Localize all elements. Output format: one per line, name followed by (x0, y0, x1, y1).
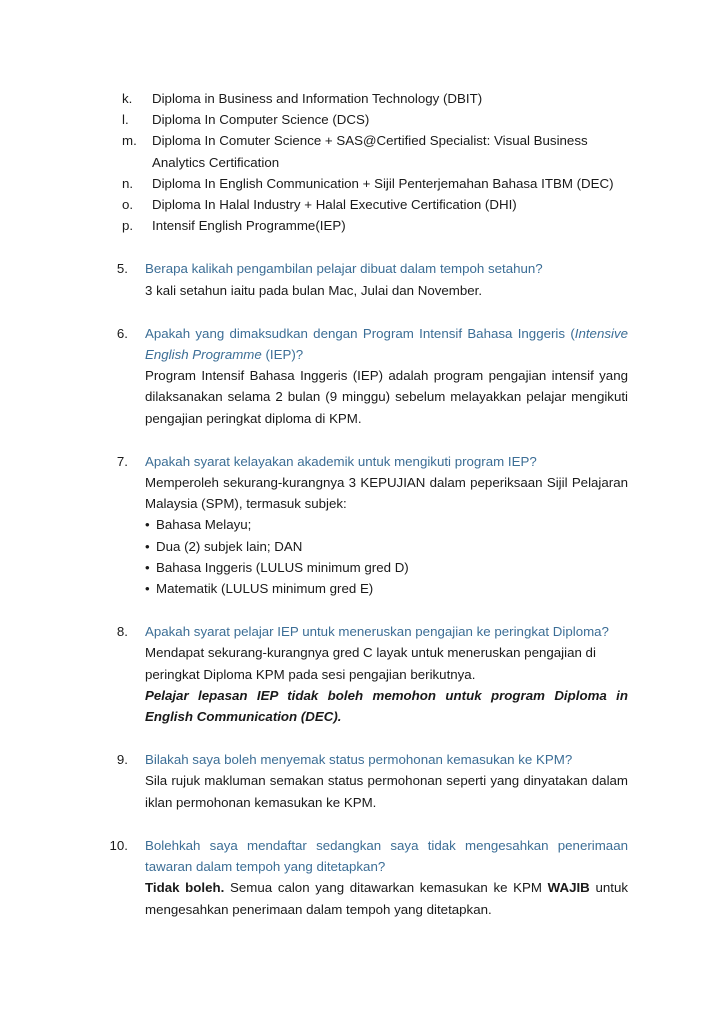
list-item (122, 88, 628, 109)
list-item (145, 557, 628, 578)
list-marker: l. (122, 112, 129, 128)
list-item (122, 215, 628, 236)
faq-item-6 (88, 323, 628, 429)
list-item-label: Diploma In English Communication + Sijil Penterjemahan Bahasa ITBM (DEC) (152, 175, 614, 191)
faq-answer-bold-emphasis: WAJIB (547, 880, 590, 896)
faq-answer (145, 877, 628, 919)
list-marker: o. (122, 197, 134, 213)
faq-number: 6. (116, 325, 128, 341)
faq-question: Bolehkah saya mendaftar sedangkan saya tidak mengesahkan penerimaan tawaran dalam tempoh yang ditetapkan? (145, 837, 628, 875)
faq-item-5 (88, 258, 628, 300)
list-item-label: Dua (2) subjek lain; DAN (156, 538, 303, 554)
list-item (122, 109, 628, 130)
faq-content (128, 258, 628, 300)
faq-answer-end: untuk mengesahkan penerimaan dalam tempoh yang ditetapkan. (145, 880, 628, 917)
faq-item-7 (88, 451, 628, 599)
faq-item-10 (88, 835, 628, 920)
list-item-label: Diploma In Halal Industry + Halal Executive Certification (DHI) (152, 197, 517, 213)
bullet-icon: • (145, 538, 150, 554)
faq-answer-emphasis: Pelajar lepasan IEP tidak boleh memohon untuk program Diploma in English Communication (DEC). (145, 687, 628, 725)
faq-answer: Memperoleh sekurang-kurangnya 3 KEPUJIAN dalam peperiksaan Sijil Pelajaran Malaysia (SPM), termasuk subjek: (145, 475, 628, 512)
faq-number: 9. (116, 752, 128, 768)
list-item (145, 578, 628, 599)
faq-question-part1: Apakah yang dimaksudkan dengan Program Intensif Bahasa Inggeris ( (145, 325, 575, 341)
list-item-label: Diploma in Business and Information Technology (DBIT) (152, 91, 483, 106)
faq-answer: Sila rujuk makluman semakan status permohonan seperti yang dinyatakan dalam iklan permohonan kemasukan ke KPM. (145, 773, 628, 810)
bullet-icon: • (145, 581, 150, 597)
faq-answer: Mendapat sekurang-kurangnya gred C layak untuk meneruskan pengajian di peringkat Diploma KPM pada sesi pengajian berikutnya. (145, 645, 596, 682)
faq-answer-bold-lead: Tidak boleh. (145, 880, 225, 896)
list-item-label: Diploma In Computer Science (DCS) (152, 112, 370, 128)
faq-question-part2: (IEP)? (261, 347, 304, 363)
list-item-label: Diploma In Comuter Science + SAS@Certified Specialist: Visual Business Analytics Certification (152, 133, 588, 170)
list-item-label: Bahasa Melayu; (156, 517, 252, 533)
bullet-icon: • (145, 559, 150, 575)
faq-content (128, 621, 628, 727)
list-marker: k. (122, 91, 133, 106)
faq-question: Apakah syarat kelayakan akademik untuk mengikuti program IEP? (145, 453, 537, 469)
faq-number: 7. (116, 453, 128, 469)
list-item (145, 514, 628, 535)
faq-number: 5. (116, 261, 128, 277)
list-item-label: Bahasa Inggeris (LULUS minimum gred D) (156, 559, 409, 575)
faq-question: Apakah syarat pelajar IEP untuk meneruskan pengajian ke peringkat Diploma? (145, 624, 609, 640)
faq-answer: 3 kali setahun iaitu pada bulan Mac, Julai dan November. (145, 282, 483, 298)
list-item-label: Intensif English Programme(IEP) (152, 218, 346, 234)
faq-item-9 (88, 749, 628, 813)
faq-content (128, 835, 628, 920)
bullet-icon: • (145, 517, 150, 533)
faq-answer: Program Intensif Bahasa Inggeris (IEP) adalah program pengajian intensif yang dilaksanakan selama 2 bulan (9 minggu) sebelum melayakkan pelajar mengikuti pengajian peringkat diploma di KPM. (145, 368, 628, 426)
list-item (122, 173, 628, 194)
program-list (122, 88, 628, 236)
faq-content (128, 323, 628, 429)
faq-item-8 (88, 621, 628, 727)
faq-content (128, 749, 628, 813)
list-item (122, 194, 628, 215)
list-item-label: Matematik (LULUS minimum gred E) (156, 581, 374, 597)
faq-question-italic: Intensive English Programme (145, 325, 628, 363)
list-marker: p. (122, 218, 134, 234)
list-marker: m. (122, 133, 137, 149)
list-marker: n. (122, 175, 134, 191)
faq-content (128, 451, 628, 599)
faq-question: Bilakah saya boleh menyemak status permohonan kemasukan ke KPM? (145, 752, 573, 768)
requirements-list (145, 514, 628, 599)
list-item (145, 536, 628, 557)
faq-number: 8. (116, 624, 128, 640)
faq-question: Berapa kalikah pengambilan pelajar dibuat dalam tempoh setahun? (145, 261, 543, 277)
faq-question (145, 323, 628, 365)
list-item (122, 130, 628, 172)
faq-number: 10. (109, 837, 128, 853)
faq-answer-mid: Semua calon yang ditawarkan kemasukan ke KPM (224, 880, 548, 896)
